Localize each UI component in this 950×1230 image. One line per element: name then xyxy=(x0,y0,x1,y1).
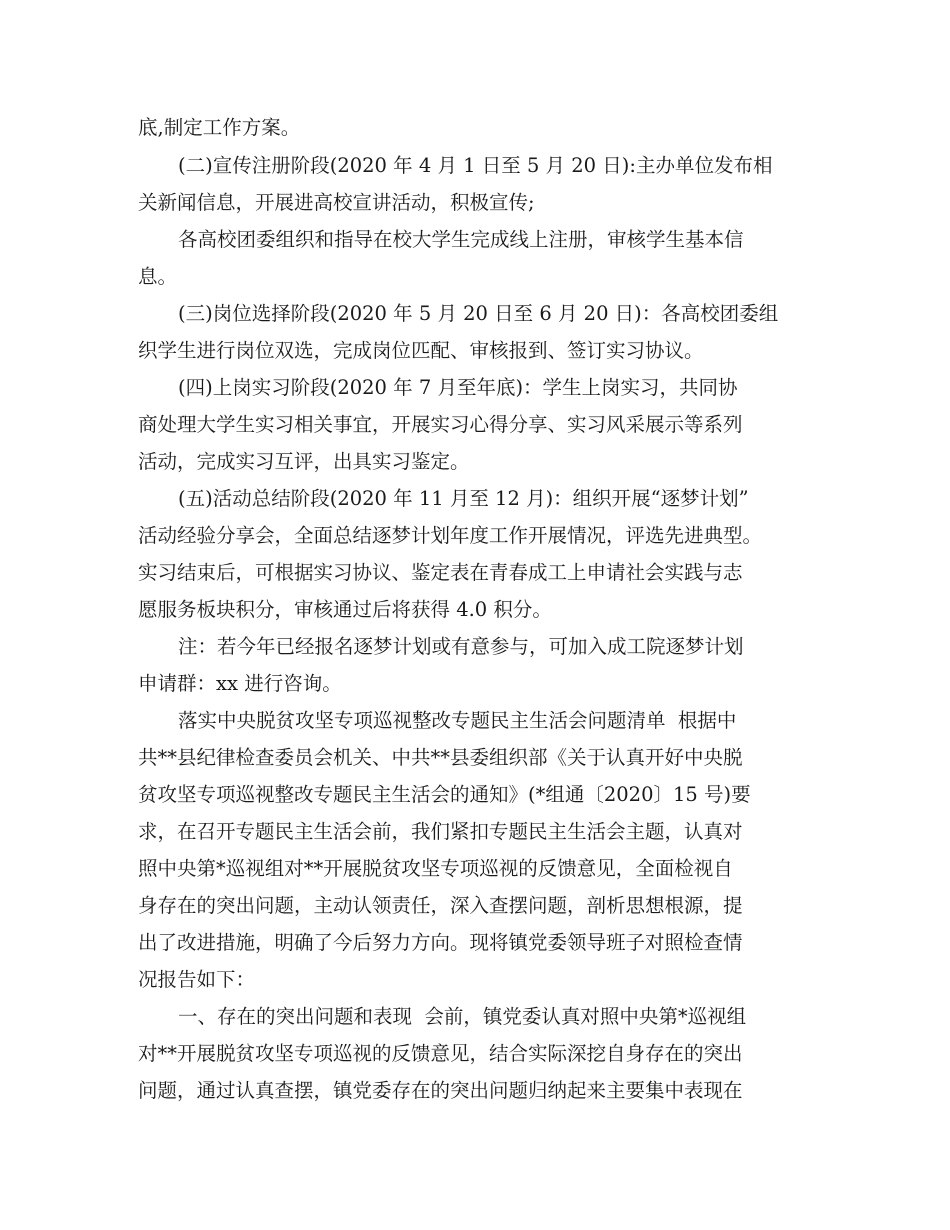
text-line: 况报告如下： xyxy=(138,968,256,991)
text-line: 实习结束后，可根据实习协议、鉴定表在青春成工上申请社会实践与志 xyxy=(138,561,743,584)
text-line: 活动，完成实习互评，出具实习鉴定。 xyxy=(138,450,470,473)
text-line: 底,制定工作方案。 xyxy=(138,116,301,139)
text-line: (四)上岗实习阶段(2020 年 7 月至年底)：学生上岗实习，共同协 xyxy=(178,376,738,399)
text-line: 对**开展脱贫攻坚专项巡视的反馈意见，结合实际深挖自身存在的突出 xyxy=(138,1042,743,1065)
text-line: 照中央第*巡视组对**开展脱贫攻坚专项巡视的反馈意见，全面检视自 xyxy=(138,857,733,880)
text-line: 共**县纪律检查委员会机关、中共**县委组织部《关于认真开好中央脱 xyxy=(138,746,743,769)
text-line: 出了改进措施，明确了今后努力方向。现将镇党委领导班子对照检查情 xyxy=(138,931,743,954)
text-line: 一、存在的突出问题和表现 会前，镇党委认真对照中央第*巡视组 xyxy=(178,1005,747,1028)
text-line: 关新闻信息，开展进高校宣讲活动，积极宣传; xyxy=(138,191,535,214)
text-line: 各高校团委组织和指导在校大学生完成线上注册，审核学生基本信 xyxy=(178,228,744,251)
text-line: 愿服务板块积分，审核通过后将获得 4.0 积分。 xyxy=(138,598,552,621)
text-line: (五)活动总结阶段(2020 年 11 月至 12 月)：组织开展“逐梦计划” xyxy=(178,487,749,510)
text-line: 身存在的突出问题，主动认领责任，深入查摆问题，剖析思想根源，提 xyxy=(138,894,743,917)
text-line: 申请群：xx 进行咨询。 xyxy=(138,672,342,695)
text-line: 问题，通过认真查摆，镇党委存在的突出问题归纳起来主要集中表现在 xyxy=(138,1079,743,1102)
text-line: 活动经验分享会，全面总结逐梦计划年度工作开展情况，评选先进典型。 xyxy=(138,524,763,547)
text-line: 息。 xyxy=(138,265,178,288)
text-line: 求，在召开专题民主生活会前，我们紧扣专题民主生活会主题，认真对 xyxy=(138,820,743,843)
text-line: 落实中央脱贫攻坚专项巡视整改专题民主生活会问题清单 根据中 xyxy=(178,709,737,732)
text-line: (三)岗位选择阶段(2020 年 5 月 20 日至 6 月 20 日)：各高校团委组 xyxy=(178,302,779,325)
text-line: 织学生进行岗位双选，完成岗位匹配、审核报到、签订实习协议。 xyxy=(138,339,704,362)
text-line: 商处理大学生实习相关事宜，开展实习心得分享、实习风采展示等系列 xyxy=(138,413,743,436)
text-line: (二)宣传注册阶段(2020 年 4 月 1 日至 5 月 20 日):主办单位发布相 xyxy=(178,154,773,177)
text-line: 贫攻坚专项巡视整改专题民主生活会的通知》(*组通〔2020〕15 号)要 xyxy=(138,783,751,806)
text-line: 注：若今年已经报名逐梦计划或有意参与，可加入成工院逐梦计划 xyxy=(178,635,744,658)
